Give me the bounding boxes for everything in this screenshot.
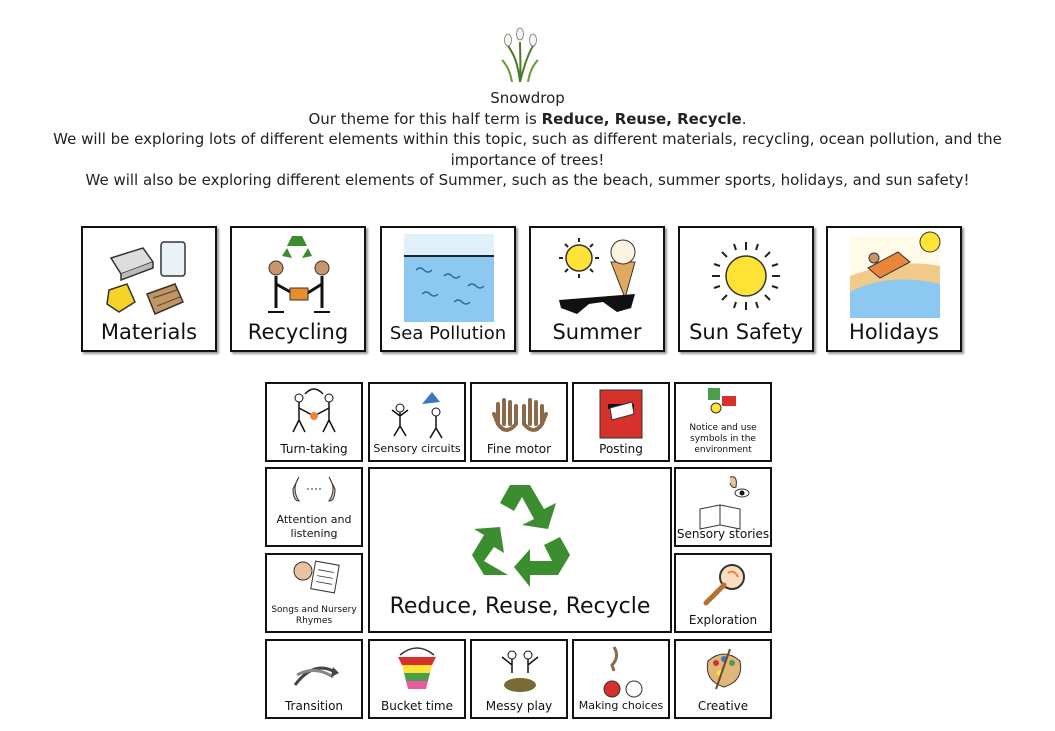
activity-label: Posting — [599, 442, 643, 456]
topic-label: Summer — [552, 320, 642, 344]
activity-sensory-circuits — [368, 382, 466, 462]
activity-fine-motor — [470, 382, 568, 462]
activity-label: Making choices — [578, 699, 664, 712]
activity-attention-listening — [265, 467, 363, 547]
activity-label: Sensory stories — [676, 527, 770, 541]
topic-card-materials — [81, 226, 217, 352]
activity-notice-symbols — [674, 382, 772, 462]
activity-label: Sensory circuits — [373, 442, 461, 455]
activity-label: Turn-taking — [280, 442, 348, 456]
activity-label: Fine motor — [486, 442, 552, 456]
topic-card-summer — [529, 226, 665, 352]
topic-card-sun-safety — [678, 226, 814, 352]
intro-text — [0, 88, 1055, 191]
activity-turn-taking — [265, 382, 363, 462]
activity-exploration — [674, 553, 772, 633]
activity-label: Attention and listening — [276, 513, 352, 540]
activity-transition — [265, 639, 363, 719]
topic-card-recycling — [230, 226, 366, 352]
activity-label: Songs and Nursery Rhymes — [271, 605, 357, 626]
activity-label: Bucket time — [381, 699, 453, 713]
topic-description: We will be exploring lots of different elements within this topic, such as different materials, recycling, ocean pollution, and the importance of trees! — [53, 130, 1002, 169]
activity-label: Creative — [697, 699, 749, 713]
activity-sensory-stories — [674, 467, 772, 547]
theme-center-card — [368, 467, 672, 633]
activity-label: Messy play — [485, 699, 553, 713]
theme-line: Our theme for this half term is Reduce, Reuse, Recycle. — [308, 109, 747, 128]
activity-label: Transition — [284, 699, 344, 713]
recycle-symbol-icon — [460, 479, 580, 589]
topic-card-sea-pollution — [380, 226, 516, 352]
topic-label: Sun Safety — [689, 320, 803, 344]
activity-messy-play — [470, 639, 568, 719]
topic-label: Materials — [100, 320, 198, 344]
activity-making-choices — [572, 639, 670, 719]
theme-center-label: Reduce, Reuse, Recycle — [389, 594, 651, 619]
activity-songs-rhymes — [265, 553, 363, 633]
theme-title: Reduce, Reuse, Recycle — [541, 109, 742, 128]
topic-label: Recycling — [247, 320, 349, 344]
activity-label: Exploration — [688, 613, 758, 627]
summer-description: We will also be exploring different elements of Summer, such as the beach, summer sports, holidays, and sun safety! — [85, 171, 970, 189]
activity-bucket-time — [368, 639, 466, 719]
class-name: Snowdrop — [490, 89, 565, 107]
topic-card-holidays — [826, 226, 962, 352]
activity-label: Notice and use symbols in the environment — [689, 423, 757, 455]
topic-label: Sea Pollution — [389, 323, 507, 344]
topic-label: Holidays — [849, 320, 939, 344]
activity-posting — [572, 382, 670, 462]
snowdrop-flower-icon — [500, 24, 540, 82]
activity-creative — [674, 639, 772, 719]
